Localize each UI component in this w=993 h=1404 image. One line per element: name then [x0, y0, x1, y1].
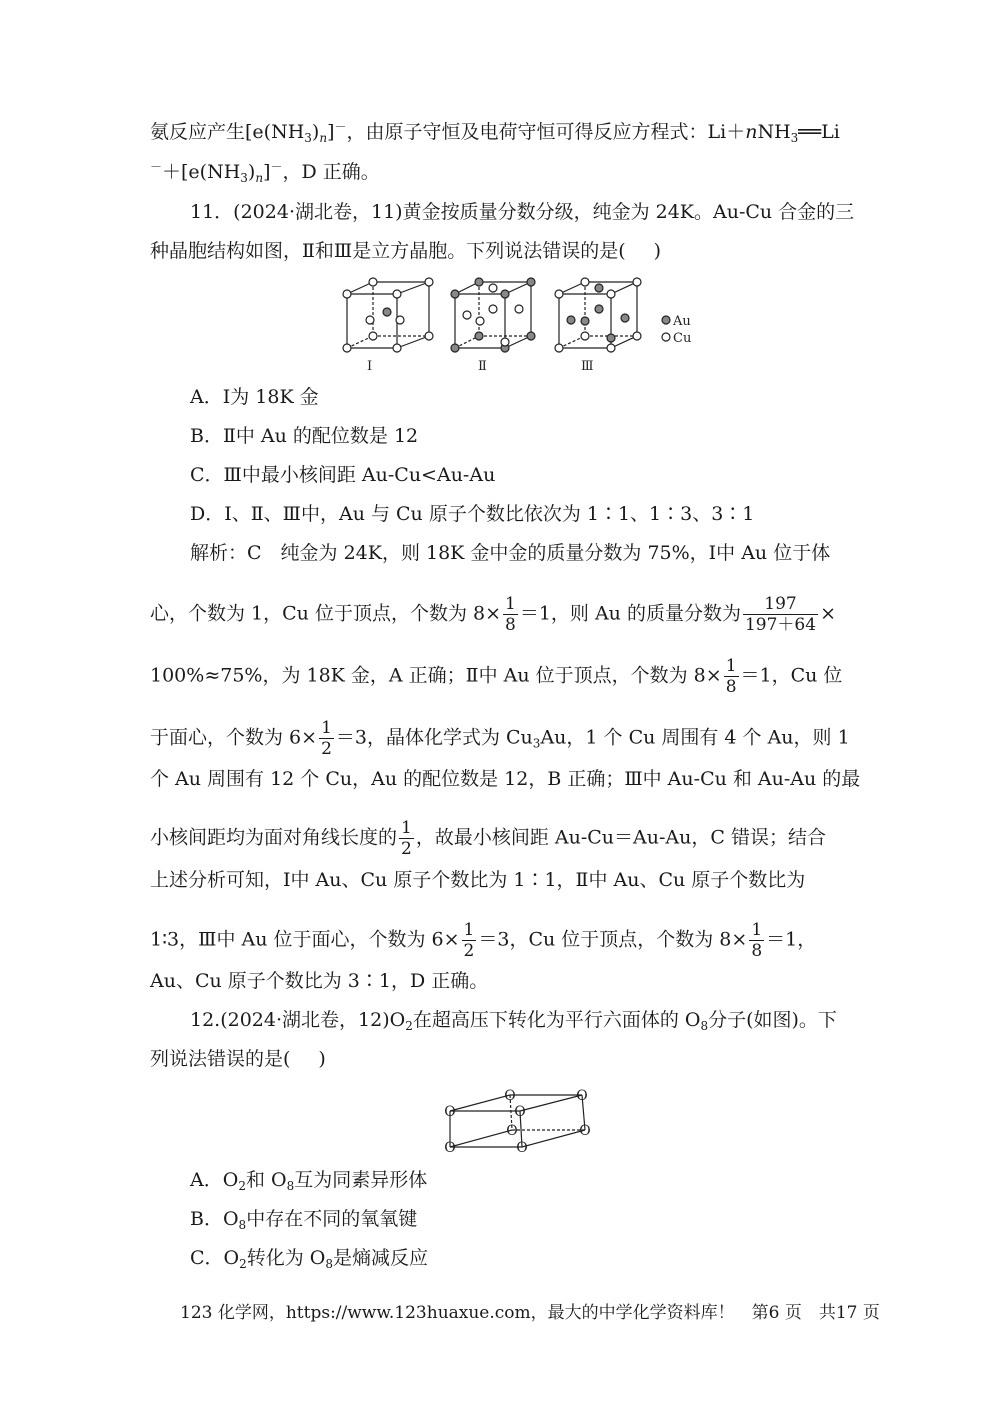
text: ＝3，Cu 位于顶点，个数为 8×	[478, 928, 748, 951]
italic-n: n	[745, 121, 758, 143]
text: ]	[263, 161, 271, 183]
analysis-line7: 上述分析可知，Ⅰ中 Au、Cu 原子个数比为 1∶1，Ⅱ中 Au、Cu 原子个数比为	[150, 869, 806, 891]
unit-cell-3	[555, 278, 641, 352]
text: 1∶3，Ⅲ中 Au 位于面心，个数为 6×	[150, 928, 460, 951]
numerator: 1	[401, 818, 412, 838]
text: A．O	[190, 1169, 239, 1191]
page-footer: 123 化学网，https://www.123huaxue.com，最大的中学化学资料库！ 第6 页 共17 页	[180, 1303, 880, 1323]
fraction	[749, 920, 764, 961]
option-c: C．Ⅲ中最小核间距 Au-Cu<Au-Au	[190, 464, 496, 486]
numerator: 1	[751, 920, 763, 940]
text: 心，个数为 1，Cu 位于顶点，个数为 8×	[150, 602, 501, 625]
subscript: 8	[700, 1019, 709, 1033]
unit-cell-2	[451, 278, 535, 352]
denominator: 2	[321, 739, 332, 759]
numerator: 1	[463, 920, 475, 940]
option-d: D．Ⅰ、Ⅱ、Ⅲ中，Au 与 Cu 原子个数比依次为 1∶1、1∶3、3∶1	[190, 503, 755, 525]
unit-cells-figure	[335, 276, 705, 376]
superscript: －	[150, 160, 163, 174]
text: 列说法错误的是(	[150, 1048, 291, 1070]
question-12-line1	[190, 1008, 837, 1032]
text: 于面心，个数为 6×	[150, 726, 318, 749]
text: 100%≈75%，为 18K 金，A 正确；Ⅱ中 Au 位于顶点，个数为 8×	[150, 664, 722, 687]
analysis-line1: 解析：C 纯金为 24K，则 18K 金中金的质量分数为 75%，Ⅰ中 Au 位于体	[190, 542, 831, 564]
subscript: 3	[304, 131, 312, 145]
text: B．O	[190, 1208, 239, 1230]
subscript: 3	[240, 171, 248, 185]
text: ＝1，	[766, 928, 817, 951]
text: ，故最小核间距 Au-Cu＝Au-Au，C 错误；结合	[415, 826, 826, 849]
text: ×	[820, 602, 836, 625]
oxygen-atom: O	[504, 1088, 516, 1104]
fraction	[319, 718, 334, 759]
numerator: 197	[743, 594, 818, 615]
au-legend-marker	[662, 316, 670, 324]
text: Au，1 个 Cu 周围有 4 个 Au，则 1	[540, 726, 850, 749]
text: ，D 正确。	[282, 161, 380, 183]
analysis-line3	[150, 656, 842, 697]
denominator: 8	[751, 941, 763, 961]
text: )	[247, 161, 256, 183]
oxygen-atom: O	[579, 1123, 591, 1139]
subscript: 8	[238, 1218, 247, 1232]
text: )	[318, 1048, 326, 1070]
legend-au-label: Au	[673, 314, 691, 329]
subscript: n	[255, 171, 264, 185]
oxygen-atom: O	[514, 1104, 526, 1120]
text: NH	[757, 121, 791, 143]
subscript: 2	[238, 1179, 246, 1193]
subscript: 2	[405, 1019, 413, 1033]
text: 分子(如图)。下	[708, 1009, 837, 1031]
analysis-line5: 个 Au 周围有 12 个 Cu，Au 的配位数是 12，B 正确；Ⅲ中 Au-Cu 和 Au-Au 的最	[150, 768, 861, 790]
text: 12.(2024·湖北卷，12)O	[190, 1009, 406, 1031]
oxygen-atom: O	[576, 1088, 588, 1104]
numerator: 1	[505, 594, 516, 614]
legend-cu-label: Cu	[673, 331, 692, 346]
denominator: 2	[401, 839, 412, 859]
numerator: 1	[725, 656, 737, 676]
superscript: －	[270, 160, 283, 174]
subscript: n	[319, 131, 328, 145]
cell-label-2: Ⅱ	[478, 359, 487, 374]
denominator: 8	[725, 677, 737, 697]
analysis-line8	[150, 920, 816, 961]
analysis-line9: Au、Cu 原子个数比为 3∶1，D 正确。	[150, 970, 489, 992]
text: 小核间距均为面对角线长度的	[150, 826, 398, 849]
text: ＝1，则 Au 的质量分数为	[519, 602, 741, 625]
denominator: 197＋64	[744, 615, 817, 635]
question-11-line1: 11．(2024·湖北卷，11)黄金按质量分数分级，纯金为 24K。Au-Cu 合金的三	[190, 201, 855, 223]
option-b: B．Ⅱ中 Au 的配位数是 12	[190, 425, 419, 447]
text: ＋[e(NH	[162, 161, 241, 183]
fraction	[462, 920, 477, 961]
text: ＝1，Cu 位	[740, 664, 843, 687]
oxygen-atom: O	[444, 1140, 456, 1156]
oxygen-atom: O	[516, 1140, 528, 1156]
denominator: 2	[463, 941, 475, 961]
oxygen-atom: O	[444, 1104, 456, 1120]
oxygen-atom: O	[506, 1123, 518, 1139]
text: ＝3，晶体化学式为 Cu	[335, 726, 533, 749]
subscript: 8	[325, 1257, 334, 1271]
subscript: 3	[532, 736, 541, 751]
analysis-line6	[150, 818, 826, 859]
text: 中存在不同的氧氧键	[246, 1208, 418, 1230]
text: 互为同素异形体	[294, 1169, 428, 1191]
fraction	[503, 594, 518, 635]
text: )	[311, 121, 320, 143]
text-line	[150, 120, 840, 144]
q12-option-a	[190, 1168, 427, 1192]
text: 氨反应产生[e(NH	[150, 121, 305, 143]
fraction	[724, 656, 739, 697]
text: 和 O	[245, 1169, 287, 1191]
text: C．O	[190, 1247, 240, 1269]
q12-option-c	[190, 1246, 428, 1270]
text: 转化为 O	[246, 1247, 326, 1269]
fraction	[743, 594, 818, 635]
unit-cell-1	[343, 278, 433, 352]
subscript: 2	[239, 1257, 247, 1271]
denominator: 8	[505, 615, 516, 635]
cell-label-1: Ⅰ	[367, 359, 373, 374]
question-12-line2	[150, 1047, 326, 1071]
analysis-line4	[150, 718, 850, 759]
question-11-line2	[150, 239, 661, 263]
text: 种晶胞结构如图，Ⅱ和Ⅲ是立方晶胞。下列说法错误的是(	[150, 240, 626, 262]
text: 是熵减反应	[333, 1247, 429, 1269]
text: ══Li	[798, 121, 840, 143]
analysis-line2	[150, 594, 836, 635]
cu-legend-marker	[662, 333, 670, 341]
text: 在超高压下转化为平行六面体的 O	[412, 1009, 701, 1031]
subscript: 3	[790, 131, 799, 145]
q12-option-b	[190, 1207, 417, 1231]
option-a: A．Ⅰ为 18K 金	[190, 386, 319, 408]
superscript: －	[334, 120, 347, 134]
numerator: 1	[321, 718, 332, 738]
fraction	[399, 818, 414, 859]
subscript: 8	[286, 1179, 295, 1193]
text: ]	[327, 121, 335, 143]
text-line	[150, 160, 380, 184]
o8-molecule-figure	[438, 1082, 598, 1162]
text: ，由原子守恒及电荷守恒可得反应方程式：Li＋	[346, 121, 746, 143]
text: )	[653, 240, 662, 262]
cell-label-3: Ⅲ	[581, 359, 594, 374]
